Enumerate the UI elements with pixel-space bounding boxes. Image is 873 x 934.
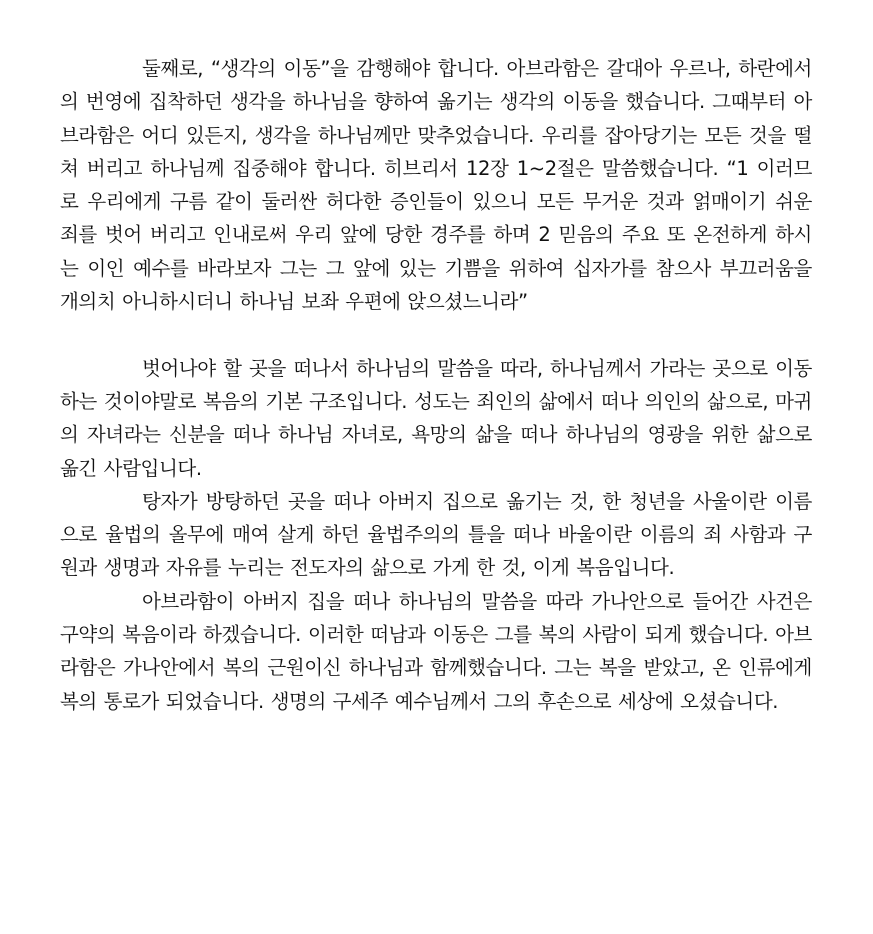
paragraph-1: 둘째로, “생각의 이동”을 감행해야 합니다. 아브라함은 갈대아 우르나, 하란에서의 번영에 집착하던 생각을 하나님을 향하여 옮기는 생각의 이동을 했습니다. 그때부터 아브라함은 어디 있든지, 생각을 하나님께만 맞추었습니다. 우리를 잡아당기는 모든 것을 떨쳐 버리고 하나님께 집중해야 합니다. 히브리서 12장 1~2절은 말씀했습니다. “1 이러므로 우리에게 구름 같이 둘러싼 허다한 증인들이 있으니 모든 무거운 것과 얽매이기 쉬운 죄를 벗어 버리고 인내로써 우리 앞에 당한 경주를 하며 2 믿음의 주요 또 온전하게 하시는 이인 예수를 바라보자 그는 그 앞에 있는 기쁨을 위하여 십자가를 참으사 부끄러움을 개의치 아니하시더니 하나님 보좌 우편에 앉으셨느니라”	[60, 57, 812, 314]
paragraph-2: 벗어나야 할 곳을 떠나서 하나님의 말씀을 따라, 하나님께서 가라는 곳으로 이동하는 것이야말로 복음의 기본 구조입니다. 성도는 죄인의 삶에서 떠나 의인의 삶으로, 마귀의 자녀라는 신분을 떠나 하나님 자녀로, 욕망의 삶을 떠나 하나님의 영광을 위한 삶으로 옮긴 사람입니다.	[60, 356, 812, 480]
paragraph-4: 아브라함이 아버지 집을 떠나 하나님의 말씀을 따라 가나안으로 들어간 사건은 구약의 복음이라 하겠습니다. 이러한 떠남과 이동은 그를 복의 사람이 되게 했습니다. 아브라함은 가나안에서 복의 근원이신 하나님과 함께했습니다. 그는 복을 받았고, 온 인류에게 복의 통로가 되었습니다. 생명의 구세주 예수님께서 그의 후손으로 세상에 오셨습니다.	[60, 589, 812, 713]
paragraph-3: 탕자가 방탕하던 곳을 떠나 아버지 집으로 옮기는 것, 한 청년을 사울이란 이름으로 율법의 올무에 매여 살게 하던 율법주의의 틀을 떠나 바울이란 이름의 죄 사함과 구원과 생명과 자유를 누리는 전도자의 삶으로 가게 한 것, 이게 복음입니다.	[60, 489, 812, 580]
paragraph-gap	[60, 318, 812, 351]
document-body	[60, 52, 812, 718]
